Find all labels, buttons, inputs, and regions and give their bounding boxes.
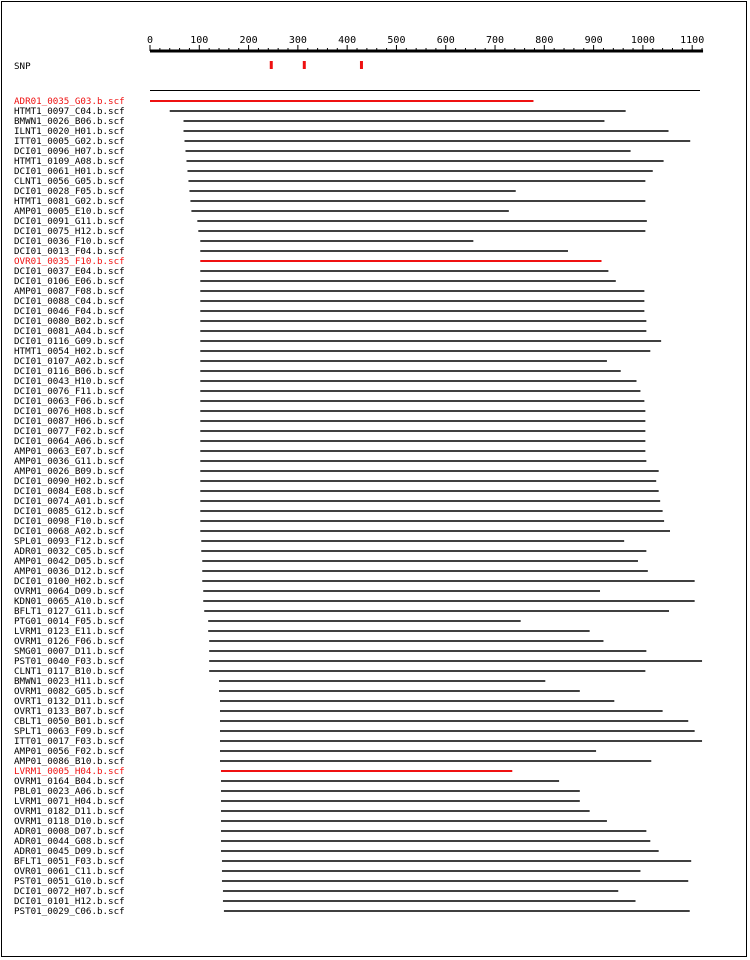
read-label: AMP01_0036_D12.b.scf <box>14 566 125 577</box>
read-label: BFLT1_0127_G11.b.scf <box>14 606 125 617</box>
read-label: DCI01_0064_A06.b.scf <box>14 436 125 447</box>
read-label: DCI01_0084_E08.b.scf <box>14 486 125 497</box>
read-label: PST01_0051_G10.b.scf <box>14 876 125 887</box>
read-label: OVRT1_0132_D11.b.scf <box>14 696 125 707</box>
read-label: OVRT1_0133_B07.b.scf <box>14 706 125 717</box>
reads-track <box>14 96 702 917</box>
read-label: DCI01_0063_F06.b.scf <box>14 396 125 407</box>
read-label: HTMT1_0097_C04.b.scf <box>14 106 125 117</box>
read-label: OVRM1_0126_F06.b.scf <box>14 636 125 647</box>
read-label: KDN01_0065_A10.b.scf <box>14 596 125 607</box>
read-label: CBLT1_0050_B01.b.scf <box>14 716 125 727</box>
read-label: DCI01_0036_F10.b.scf <box>14 236 125 247</box>
read-label: OVRM1_0082_G05.b.scf <box>14 686 125 697</box>
read-label: HTMT1_0109_A08.b.scf <box>14 156 125 167</box>
read-label: DCI01_0088_C04.b.scf <box>14 296 125 307</box>
read-label: HTMT1_0081_G02.b.scf <box>14 196 125 207</box>
read-label: LVRM1_0005_H04.b.scf <box>14 766 125 777</box>
read-label: AMP01_0042_D05.b.scf <box>14 556 125 567</box>
read-label: BMWN1_0023_H11.b.scf <box>14 676 125 687</box>
axis-tick-label: 1000 <box>630 35 655 46</box>
read-label: ADR01_0032_C05.b.scf <box>14 546 125 557</box>
read-label: OVR01_0035_F10.b.scf <box>14 256 125 267</box>
axis-tick-label: 600 <box>436 35 455 46</box>
read-label: AMP01_0056_F02.b.scf <box>14 746 125 757</box>
read-label: OVR01_0061_C11.b.scf <box>14 866 125 877</box>
read-label: SPL01_0093_F12.b.scf <box>14 536 125 547</box>
snp-track-label: SNP <box>14 61 31 72</box>
read-label: DCI01_0098_F10.b.scf <box>14 516 125 527</box>
read-label: DCI01_0061_H01.b.scf <box>14 166 125 177</box>
axis-tick-label: 800 <box>535 35 554 46</box>
read-label: ITT01_0017_F03.b.scf <box>14 736 125 747</box>
read-label: PST01_0029_C06.b.scf <box>14 906 125 917</box>
read-label: LVRM1_0123_E11.b.scf <box>14 626 125 637</box>
read-label: DCI01_0037_E04.b.scf <box>14 266 125 277</box>
read-label: BMWN1_0026_B06.b.scf <box>14 116 125 127</box>
axis-tick-label: 200 <box>239 35 258 46</box>
read-label: CLNT1_0056_G05.b.scf <box>14 176 125 187</box>
read-label: SPLT1_0063_F09.b.scf <box>14 726 125 737</box>
read-label: DCI01_0107_A02.b.scf <box>14 356 125 367</box>
read-label: DCI01_0090_H02.b.scf <box>14 476 125 487</box>
read-label: OVRM1_0118_D10.b.scf <box>14 816 125 827</box>
read-label: DCI01_0077_F02.b.scf <box>14 426 125 437</box>
position-axis <box>147 35 704 51</box>
read-label: DCI01_0116_B06.b.scf <box>14 366 125 377</box>
read-label: ADR01_0045_D09.b.scf <box>14 846 125 857</box>
read-label: ITT01_0005_G02.b.scf <box>14 136 125 147</box>
read-label: AMP01_0086_B10.b.scf <box>14 756 125 767</box>
read-label: DCI01_0116_G09.b.scf <box>14 336 125 347</box>
axis-tick-label: 0 <box>146 35 154 46</box>
read-label: BFLT1_0051_F03.b.scf <box>14 856 125 867</box>
snp-marker <box>360 61 363 69</box>
axis-tick-label: 700 <box>485 35 505 46</box>
read-label: OVRM1_0182_D11.b.scf <box>14 806 125 817</box>
read-label: ADR01_0044_G08.b.scf <box>14 836 125 847</box>
read-label: DCI01_0101_H12.b.scf <box>14 896 125 907</box>
read-label: AMP01_0087_F08.b.scf <box>14 286 125 297</box>
read-label: DCI01_0100_H02.b.scf <box>14 576 125 587</box>
read-label: DCI01_0075_H12.b.scf <box>14 226 125 237</box>
axis-tick-label: 1100 <box>680 35 705 46</box>
read-label: DCI01_0085_G12.b.scf <box>14 506 125 517</box>
read-label: AMP01_0036_G11.b.scf <box>14 456 125 467</box>
snp-track <box>270 61 363 69</box>
axis-tick-label: 400 <box>338 35 357 46</box>
read-label: DCI01_0072_H07.b.scf <box>14 886 125 897</box>
axis-tick-label: 300 <box>288 35 307 46</box>
read-label: DCI01_0096_H07.b.scf <box>14 146 125 157</box>
read-label: PBL01_0023_A06.b.scf <box>14 786 125 797</box>
read-label: LVRM1_0071_H04.b.scf <box>14 796 125 807</box>
read-label: OVRM1_0164_B04.b.scf <box>14 776 125 787</box>
read-label: OVRM1_0064_D09.b.scf <box>14 586 125 597</box>
read-label: DCI01_0074_A01.b.scf <box>14 496 125 507</box>
read-label: PST01_0040_F03.b.scf <box>14 656 125 667</box>
read-label: ADR01_0035_G03.b.scf <box>14 96 125 107</box>
axis-tick-label: 900 <box>584 35 603 46</box>
read-label: PTG01_0014_F05.b.scf <box>14 616 125 627</box>
snp-marker <box>303 61 306 69</box>
read-label: DCI01_0106_E06.b.scf <box>14 276 125 287</box>
read-label: DCI01_0013_F04.b.scf <box>14 246 125 257</box>
read-label: ADR01_0008_D07.b.scf <box>14 826 125 837</box>
read-label: DCI01_0068_A02.b.scf <box>14 526 125 537</box>
read-label: SMG01_0007_D11.b.scf <box>14 646 125 657</box>
read-label: DCI01_0043_H10.b.scf <box>14 376 125 387</box>
read-label: DCI01_0046_F04.b.scf <box>14 306 125 317</box>
snp-marker <box>270 61 273 69</box>
read-label: DCI01_0091_G11.b.scf <box>14 216 125 227</box>
read-label: DCI01_0076_F11.b.scf <box>14 386 125 397</box>
read-label: DCI01_0028_F05.b.scf <box>14 186 125 197</box>
read-label: CLNT1_0117_B10.b.scf <box>14 666 125 677</box>
read-label: AMP01_0063_E07.b.scf <box>14 446 125 457</box>
read-label: DCI01_0080_B02.b.scf <box>14 316 125 327</box>
read-label: DCI01_0081_A04.b.scf <box>14 326 125 337</box>
read-label: AMP01_0005_E10.b.scf <box>14 206 125 217</box>
axis-tick-label: 500 <box>387 35 406 46</box>
read-label: ILNT1_0020_H01.b.scf <box>14 126 125 137</box>
axis-tick-label: 100 <box>190 35 209 46</box>
read-label: DCI01_0076_H08.b.scf <box>14 406 125 417</box>
read-label: HTMT1_0054_H02.b.scf <box>14 346 125 357</box>
read-label: DCI01_0087_H06.b.scf <box>14 416 125 427</box>
read-label: AMP01_0026_B09.b.scf <box>14 466 125 477</box>
